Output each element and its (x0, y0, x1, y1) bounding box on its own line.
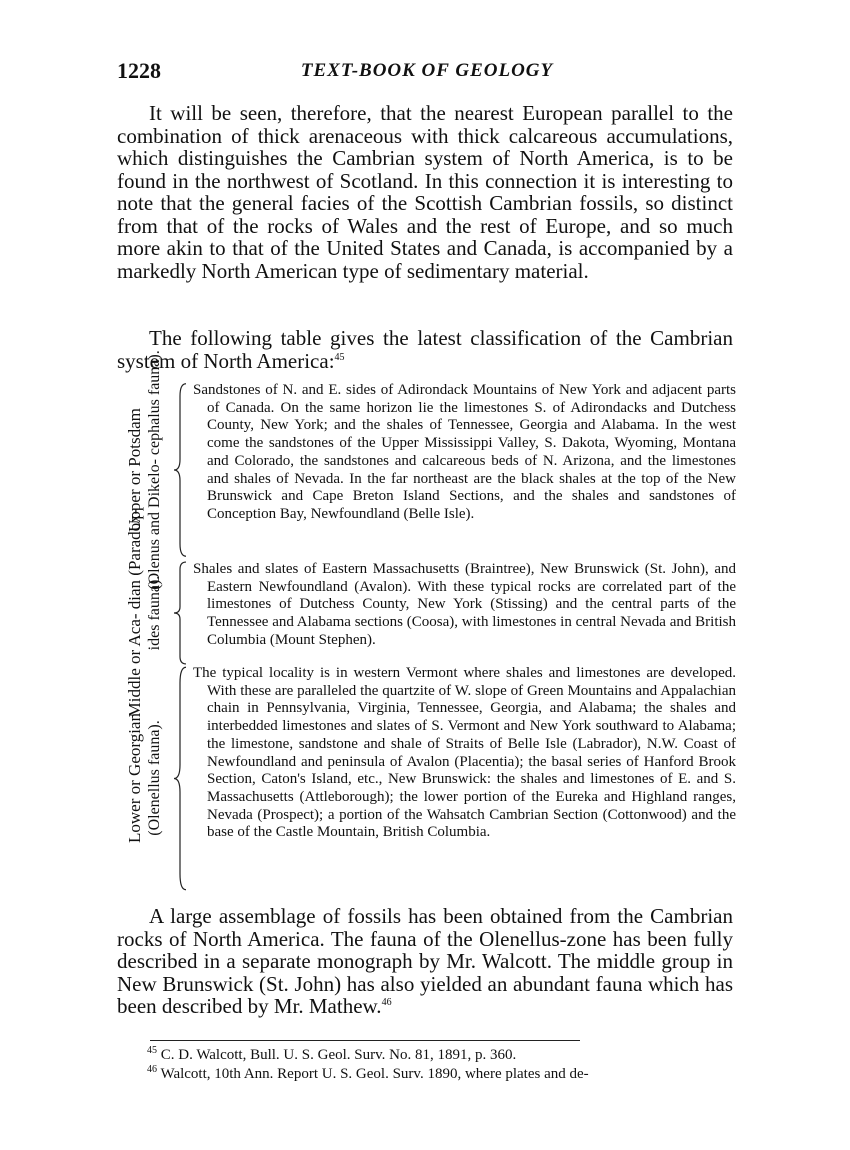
paragraph-intro: It will be seen, therefore, that the nearest European parallel to the combination of thick arenaceous with thick calcareous accumulations, which distinguishes the Cambrian system of North America, is to be found in the northwest of Scotland. In this connection it is interesting to note that the general facies of the Scottish Cambrian fossils, so distinct from that of the rocks of Wales and the rest of Europe, and so much more akin to that of the United States and Canada, is accompanied by a markedly North American type of sedimentary material. (117, 101, 733, 283)
footnote-divider (150, 1040, 580, 1041)
paragraph-table-lead-text: The following table gives the latest classification of the Cambrian system of North America: (117, 326, 733, 373)
footnote-number: 46 (147, 1064, 157, 1075)
paragraph-fossils-text: A large assemblage of fossils has been obtained from the Cambrian rocks of North America. The fauna of the Olenellus-zone has been fully described in a separate monograph by Mr. Walcott. The middle group in New Brunswick (St. John) has also yielded an abundant fauna which has been described by Mr. Mathew. (117, 904, 733, 1018)
paragraph-table-lead (117, 327, 733, 372)
paragraph-fossils (117, 905, 733, 1018)
brace-icon (172, 665, 190, 892)
label-upper-line2: (Olenus and Dikelo- cephalus fauna). (146, 350, 163, 590)
section-upper-text: Sandstones of N. and E. sides of Adirondack Mountains of New York and adjacent parts of Canada. On the same horizon lie the limestones S. of Adirondacks and Dutchess County, New York; and the shales of Tennessee, Georgia and Alabama. In the west come the sandstones of the Upper Mississippi Valley, S. Dakota, Wyoming, Montana and Colorado, the sandstones and calcareous beds of N. Arizona, and the limestones and shales of Nevada. In the far northeast are the black shales at the top of the New Brunswick and Cape Breton Island Sections, and the shales and sandstones of Conception Bay, Newfoundland (Belle Isle). (193, 382, 736, 522)
footnote-46 (147, 1065, 747, 1083)
section-middle-acadian (112, 508, 736, 718)
footnote-text: Walcott, 10th Ann. Report U. S. Geol. Surv. 1890, where plates and de- (160, 1066, 589, 1082)
page-number: 1228 (117, 58, 161, 83)
label-middle-line2: ides fauna). (146, 575, 163, 651)
section-label-middle (112, 508, 178, 718)
section-label-lower (112, 665, 178, 892)
footnote-number: 45 (147, 1045, 157, 1056)
section-middle-text: Shales and slates of Eastern Massachusetts (Braintree), New Brunswick (St. John), and Eastern Newfoundland (Avalon). With these typical rocks are correlated part of the limestones of Dutchess County, New York (Stissing) and the central parts of the Tennessee and Alabama sections (Coosa), with limestones in central Nevada and British Columbia (Mount Stephen). (193, 561, 736, 648)
label-middle-line1: Middle or Aca- dian (Paradox- (125, 508, 144, 718)
label-upper-line1: Upper or Potsdam (125, 408, 144, 532)
running-title: TEXT-BOOK OF GEOLOGY (300, 60, 554, 81)
brace-icon (172, 382, 190, 558)
running-header (117, 58, 737, 90)
footnote-ref-45: 45 (334, 351, 345, 363)
brace-icon (172, 561, 190, 665)
section-lower-text: The typical locality is in western Vermont where shales and limestones are developed. With these are paralleled the quartzite of W. slope of Green Mountains and Appalachian chain in Pennsylvania, Virginia, Tennessee, Georgia, and Alabama; the shales and interbedded limestones and slates of S. Vermont and New York southward to Alabama; the limestone, sandstone and shale of Straits of Belle Isle (Labrador), N.W. Coast of Newfoundland and peninsula of Avalon (Placentia); the basal series of Hanford Brook Section, Caton's Island, etc., New Brunswick: the shales and limestones of E. and S. Massachusetts (Attleborough); the lower portion of the Eureka and Highland ranges, Nevada (Prospect); a portion of the Wahsatch Cambrian Section (Cottonwood) and the base of the Castle Mountain, British Columbia. (193, 665, 736, 841)
section-label-lower-text (125, 713, 165, 843)
section-lower-georgian (112, 665, 736, 892)
footnote-45 (147, 1046, 747, 1064)
label-lower-line2: (Olenellus fauna). (146, 720, 163, 836)
footnote-text: C. D. Walcott, Bull. U. S. Geol. Surv. No. 81, 1891, p. 360. (160, 1047, 517, 1063)
label-lower-line1: Lower or Georgian (125, 713, 144, 843)
footnote-ref-46: 46 (381, 997, 392, 1008)
